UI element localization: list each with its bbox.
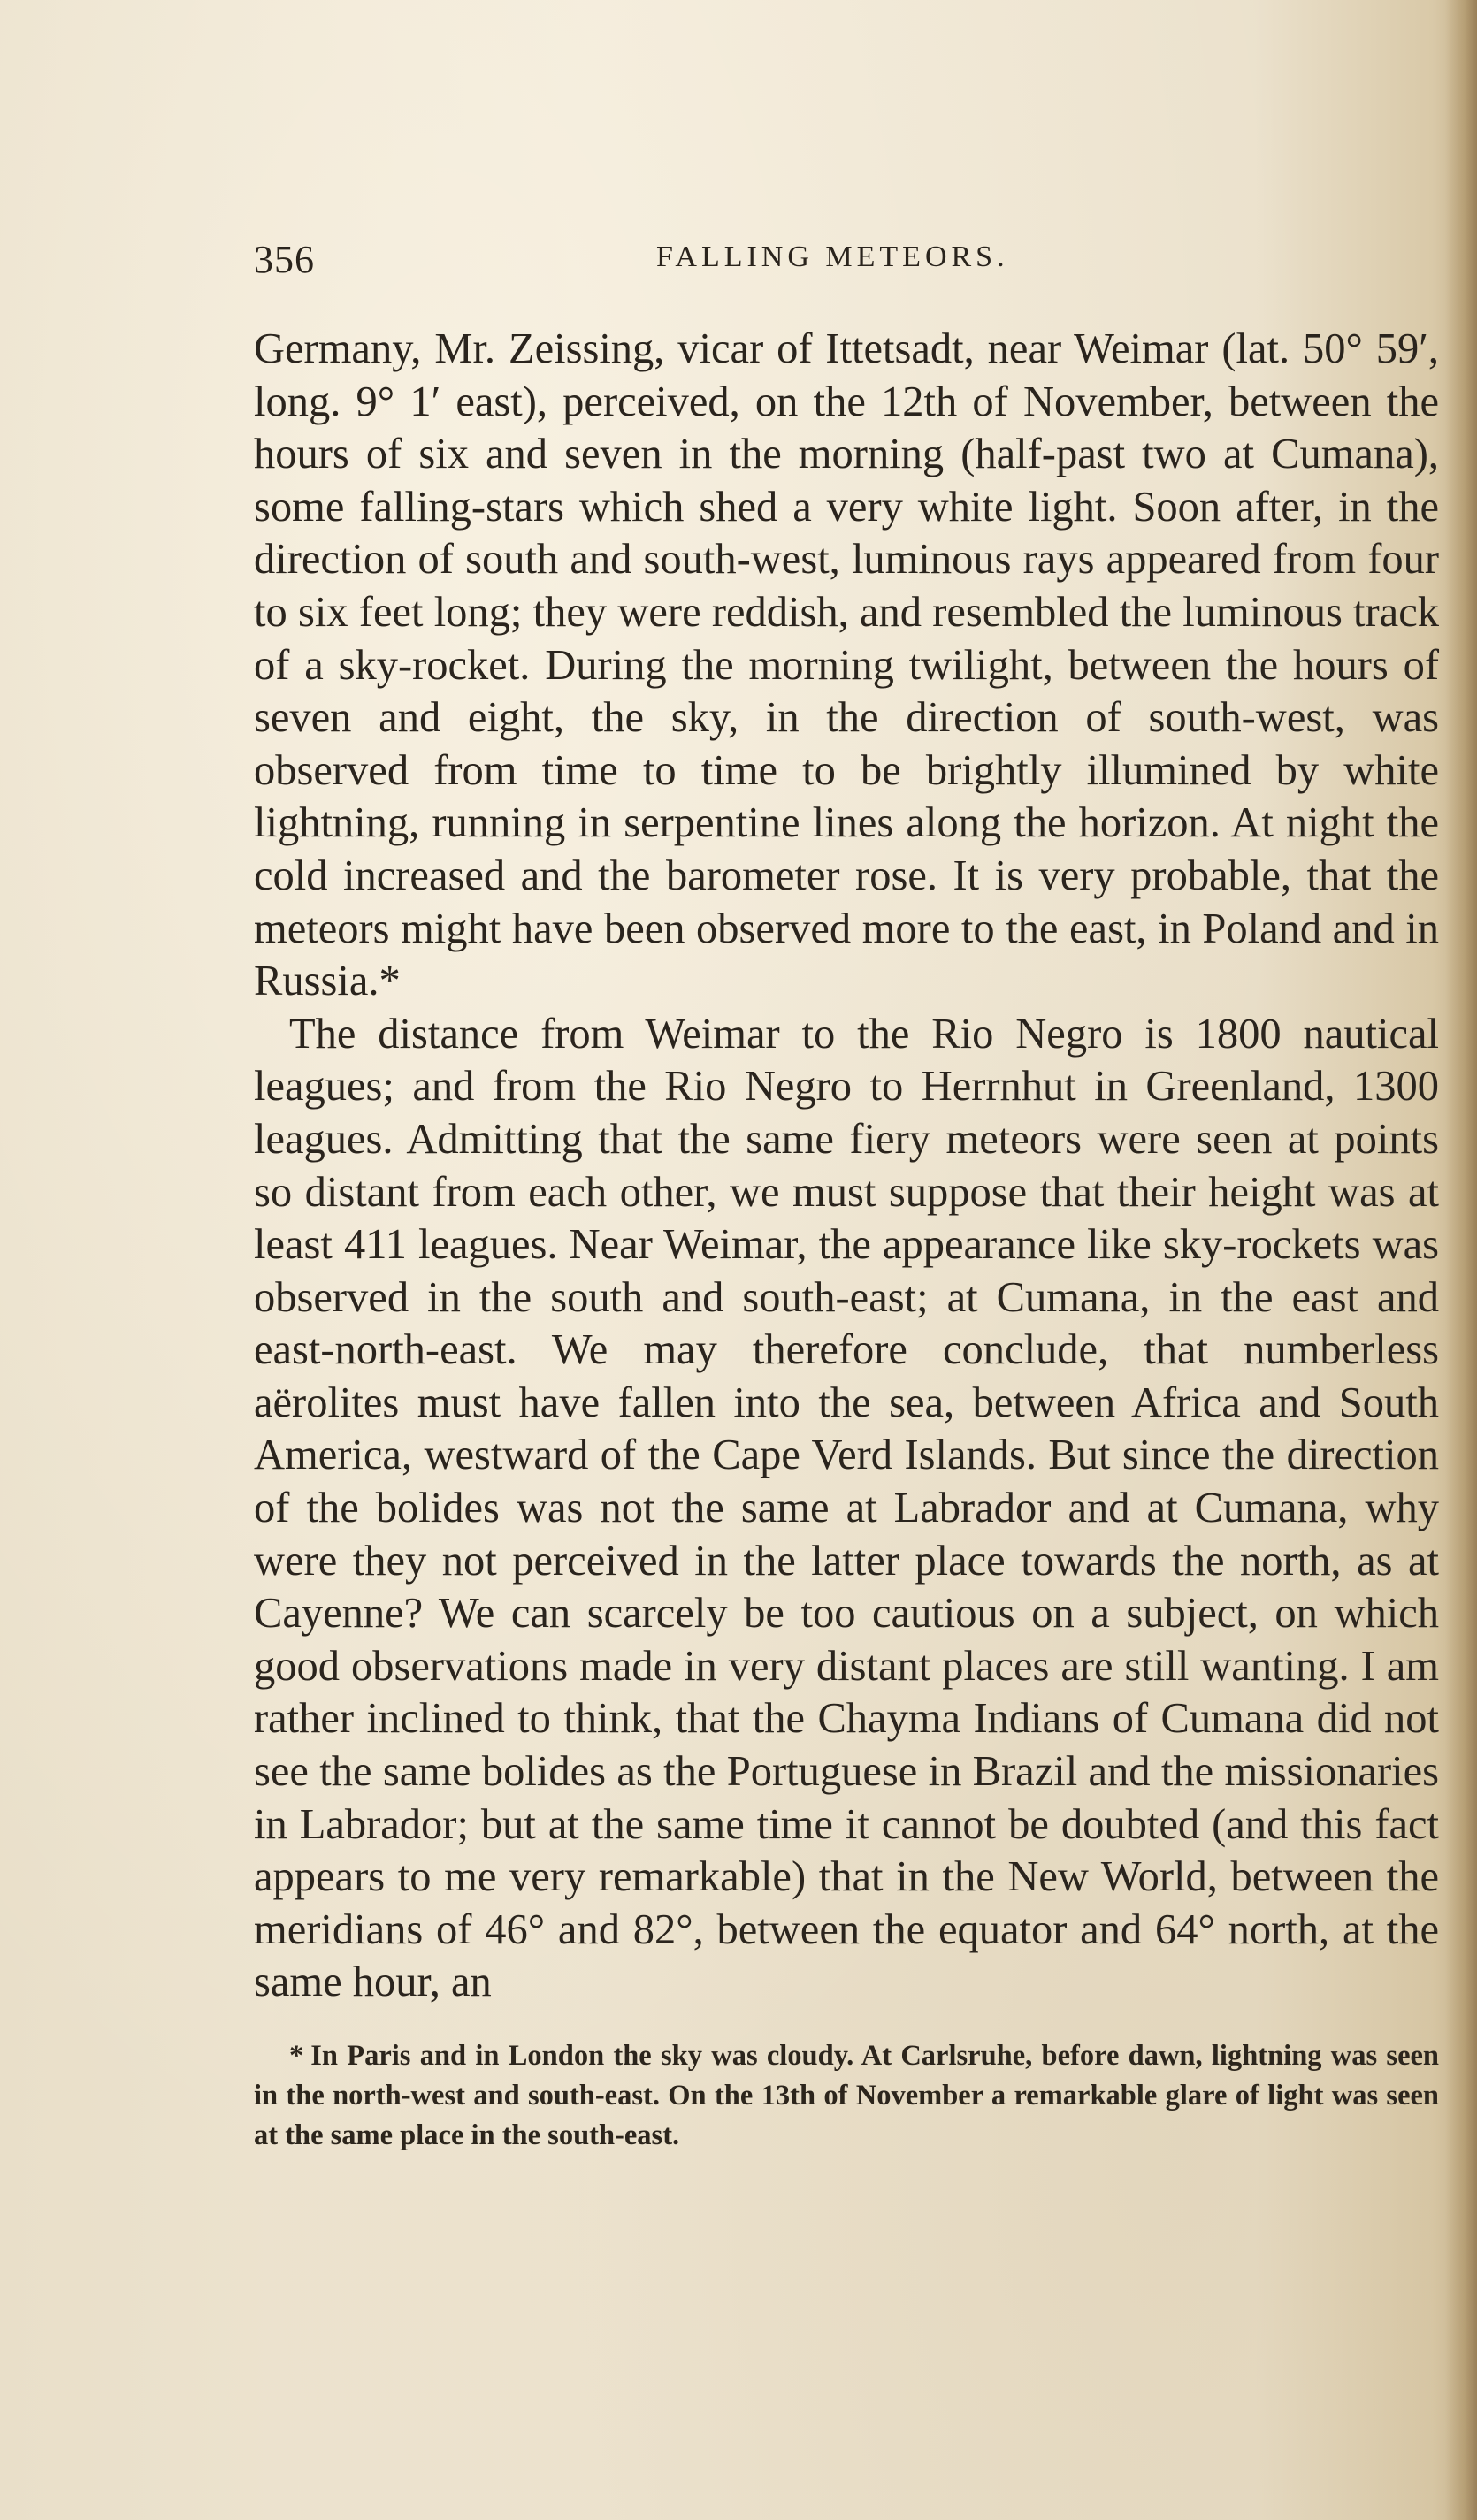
page-edge-shadow xyxy=(1445,0,1477,2520)
main-text xyxy=(254,323,1439,2009)
paragraph-2: The distance from Weimar to the Rio Negro is 1800 nautical leagues; and from the Rio Negro to Herrnhut in Greenland, 1300 leagues. Admitting that the same fiery meteors were seen at points so distant from each other, we must suppose that their height was at least 411 leagues. Near Weimar, the appearance like sky-rockets was observed in the south and south-east; at Cumana, in the east and east-north-east. We may therefore conclude, that numberless aërolites must have fallen into the sea, between Africa and South America, westward of the Cape Verd Islands. But since the direction of the bolides was not the same at Labrador and at Cumana, why were they not perceived in the latter place towards the north, as at Cayenne? We can scarcely be too cautious on a subject, on which good observations made in very distant places are still wanting. I am rather inclined to think, that the Chayma Indians of Cumana did not see the same bolides as the Portuguese in Brazil and the missionaries in Labrador; but at the same time it cannot be doubted (and this fact appears to me very remarkable) that in the New World, between the meridians of 46° and 82°, between the equator and 64° north, at the same hour, an xyxy=(254,1010,1439,2006)
page-number: 356 xyxy=(254,238,315,281)
running-title: FALLING METEORS. xyxy=(656,241,1009,273)
paragraph-1: Germany, Mr. Zeissing, vicar of Ittetsadt, near Weimar (lat. 50° 59′, long. 9° 1′ east), perceived, on the 12th of November, between the hours of six and seven in the morning (half-past two at Cumana), some falling-stars which shed a very white light. Soon after, in the direction of south and south-west, luminous rays appeared from four to six feet long; they were reddish, and resembled the luminous track of a sky-rocket. During the morning twilight, between the hours of seven and eight, the sky, in the direction of south-west, was observed from time to time to be brightly illumined by white lightning, running in serpentine lines along the horizon. At night the cold increased and the barometer rose. It is very probable, that the meteors might have been observed more to the east, in Poland and in Russia.* xyxy=(254,325,1439,1005)
footnote-text: In Paris and in London the sky was cloudy. At Carlsruhe, before dawn, lightning was seen in the north-west and south-east. On the 13th of November a remarkable glare of light was seen at the same place in the south-east. xyxy=(254,2040,1439,2151)
footnote xyxy=(254,2036,1439,2156)
footnote-marker: * xyxy=(289,2040,304,2072)
running-head xyxy=(254,237,1439,281)
